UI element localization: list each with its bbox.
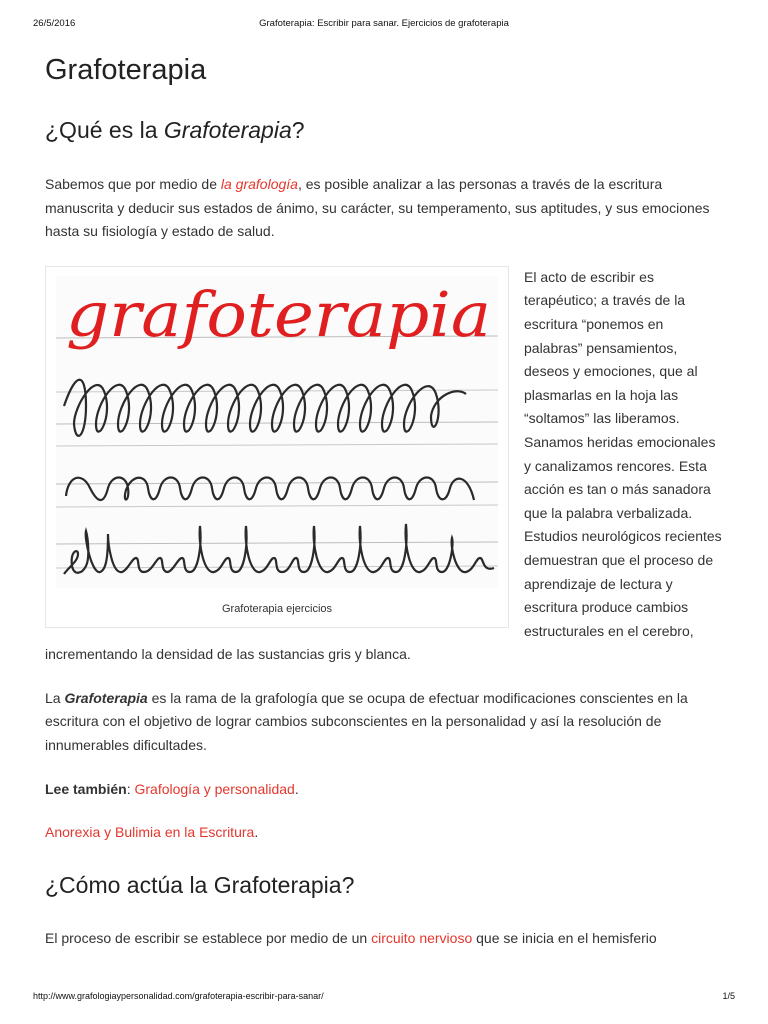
print-url: http://www.grafologiaypersonalidad.com/grafoterapia-escribir-para-sanar/ [33, 991, 324, 1001]
section-heading-como-actua: ¿Cómo actúa la Grafoterapia? [45, 871, 355, 898]
article [45, 52, 725, 950]
heading-suffix: ? [291, 117, 305, 143]
link-grafologia-y-personalidad[interactable]: Grafología y personalidad [134, 780, 295, 797]
related-link-period: . [254, 824, 259, 841]
process-text-end: que se inicia en el hemisferio [472, 929, 657, 946]
figure-caption: Grafoterapia ejercicios [221, 602, 333, 615]
paragraph-acto-de-escribir: El acto de escribir es terapéutico; a través de la escritura “ponemos en palabras” pensamientos, deseos y emociones, que al plasmarlas en la hoja las “soltamos” las liberamos. Sanamos heridas emocionales y canalizamos rencores. Esta acción es tan o más sanadora que la palabra verbalizada. Estudios neurológicos recientes demuestran que el proceso de aprendizaje de lectura y escritura produce cambios estructurales en el cerebro, incrementando la densidad de las sustancias gris y blanca. [45, 268, 722, 663]
print-header [33, 18, 735, 32]
see-also-label: Lee también [45, 780, 127, 797]
heading-emphasis: Grafoterapia [163, 117, 292, 143]
paragraph-definicion [45, 687, 725, 758]
definition-text-end: es la rama de la grafología que se ocupa de efectuar modificaciones conscientes en la escritura con el objetivo de lograr cambios subconscientes en la personalidad y así la resolución de innumerables dificultades. [45, 689, 688, 754]
link-la-grafologia[interactable]: la grafología [220, 176, 298, 192]
section-heading-que-es [45, 115, 725, 145]
figure [45, 266, 509, 628]
handwriting-word: grafoterapia [66, 277, 491, 351]
figure-block [45, 266, 725, 667]
see-also-separator: : [126, 780, 135, 797]
see-also [45, 778, 725, 802]
link-circuito-nervioso[interactable]: circuito nervioso [371, 929, 473, 946]
paragraph-proceso [45, 927, 725, 951]
print-footer [33, 991, 735, 1003]
heading-prefix: ¿Qué es la [45, 117, 164, 143]
term-grafoterapia: Grafoterapia [64, 689, 148, 706]
intro-paragraph [45, 173, 725, 244]
see-also-period: . [294, 780, 299, 797]
handwriting-exercises-image [56, 276, 498, 588]
page-number: 1/5 [722, 991, 735, 1001]
definition-text-start: La [45, 689, 65, 706]
link-anorexia-y-bulimia[interactable]: Anorexia y Bulimia en la Escritura [45, 824, 255, 841]
intro-text-end: , es posible analizar a las personas a través de la escritura manuscrita y deducir sus estados de ánimo, su carácter, su temperamento, sus aptitudes, y sus emociones hasta su fisiología y estado de salud. [45, 176, 710, 240]
intro-text-start: Sabemos que por medio de [45, 176, 221, 192]
related-link-paragraph [45, 821, 725, 845]
process-text-start: El proceso de escribir se establece por medio de un [45, 929, 372, 946]
handwriting-illustration [56, 276, 498, 588]
print-date: 26/5/2016 [33, 18, 76, 29]
print-document-title: Grafoterapia: Escribir para sanar. Ejercicios de grafoterapia [259, 18, 509, 29]
page-title: Grafoterapia [45, 54, 207, 86]
